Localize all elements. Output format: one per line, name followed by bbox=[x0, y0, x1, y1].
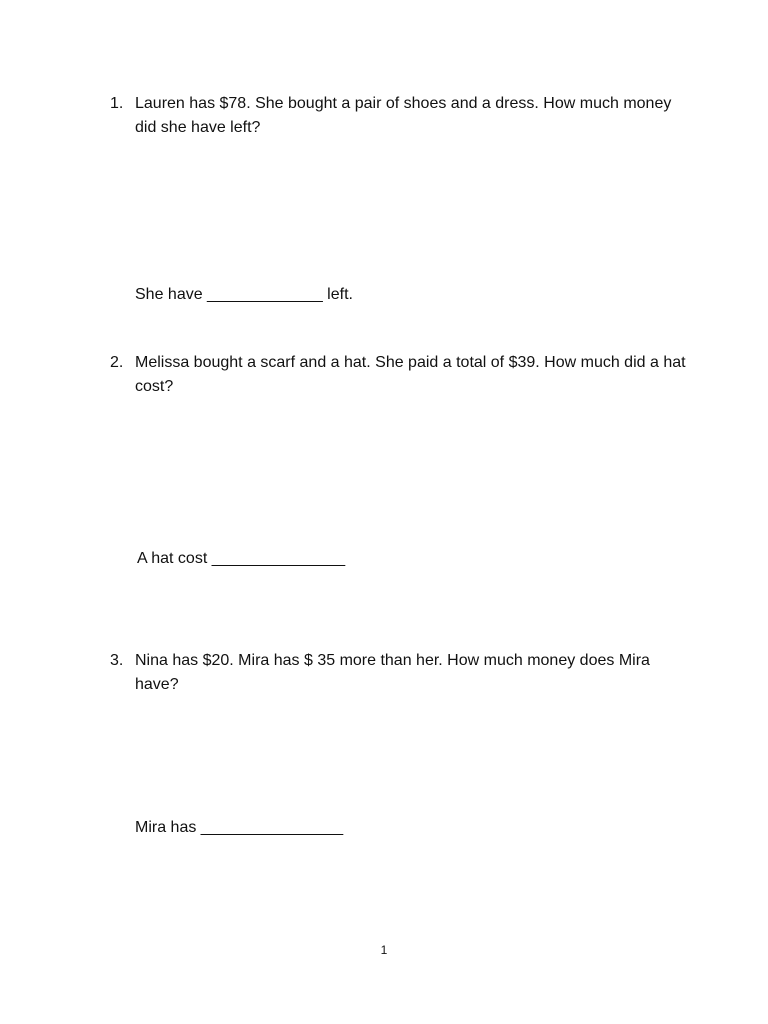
question-text: Nina has $20. Mira has $ 35 more than her. How much money does Mira have? bbox=[135, 652, 650, 693]
question-1 bbox=[110, 92, 690, 140]
answer-line-3: Mira has ________________ bbox=[135, 819, 344, 836]
question-text: Lauren has $78. She bought a pair of shoes and a dress. How much money did she have left? bbox=[135, 95, 672, 136]
question-text: Melissa bought a scarf and a hat. She paid a total of $39. How much did a hat cost? bbox=[135, 354, 686, 395]
question-number: 3. bbox=[110, 652, 124, 669]
question-3 bbox=[110, 649, 690, 697]
question-2 bbox=[110, 351, 690, 399]
answer-line-2: A hat cost _______________ bbox=[137, 550, 346, 567]
question-number: 2. bbox=[110, 354, 124, 371]
question-number: 1. bbox=[110, 95, 124, 112]
answer-line-1: She have _____________ left. bbox=[135, 286, 353, 303]
page-number: 1 bbox=[380, 943, 388, 957]
